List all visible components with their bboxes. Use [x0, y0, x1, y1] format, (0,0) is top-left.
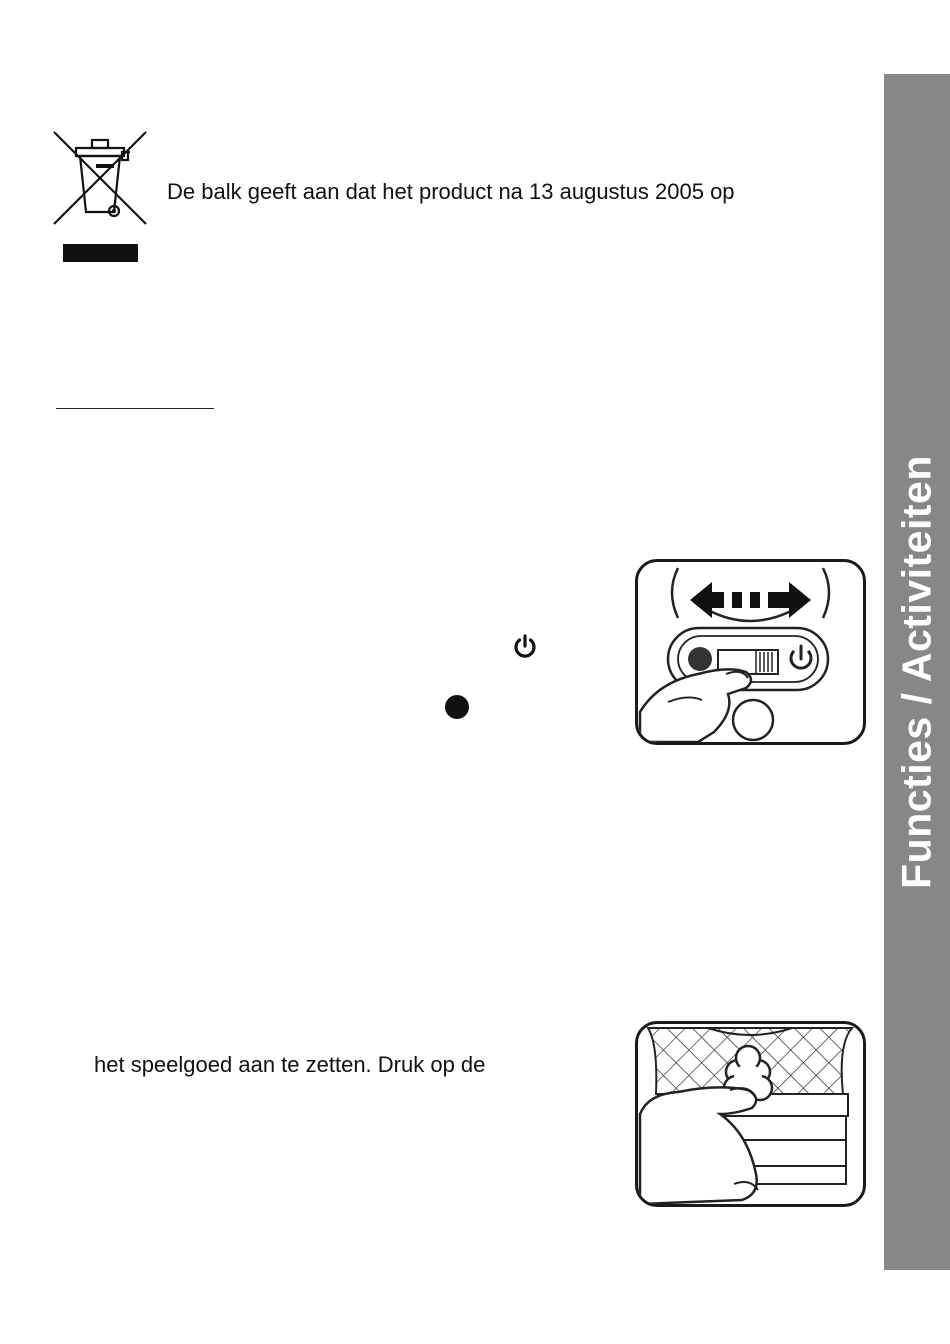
weee-black-bar: [63, 244, 138, 262]
power-icon: [511, 633, 539, 661]
filled-dot-icon: [444, 694, 470, 720]
section-text: het speelgoed aan te zetten. Druk op de: [94, 1052, 486, 1077]
crossed-out-wheelie-bin-icon: [50, 128, 150, 228]
weee-text: De balk geeft aan dat het product na 13 augustus 2005 op: [167, 179, 735, 204]
section-rule: [56, 408, 214, 409]
flower-button-press-illustration: [635, 1021, 866, 1207]
power-switch-slide-illustration: [635, 559, 866, 745]
side-tab-label: Functies / Activiteiten: [893, 455, 940, 889]
